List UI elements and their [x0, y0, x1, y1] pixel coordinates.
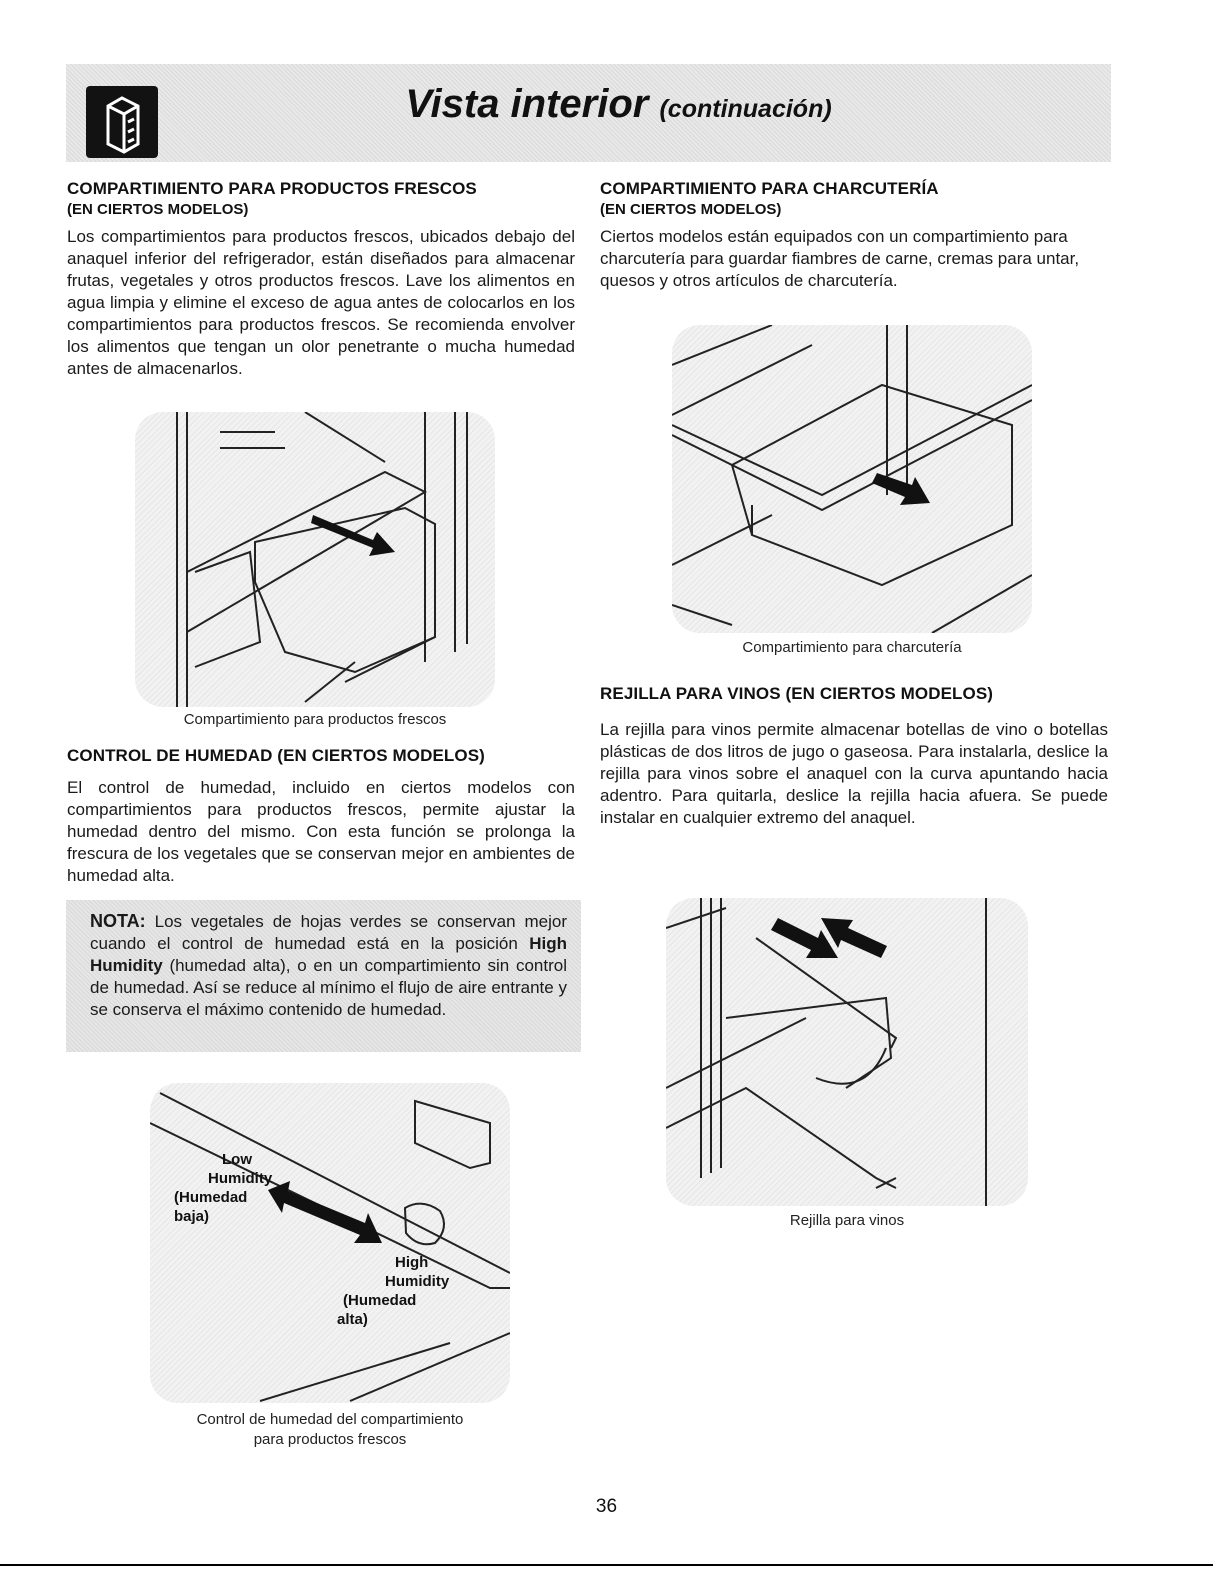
deli-body: Ciertos modelos están equipados con un compartimiento para charcutería para guardar fiambres de carne, cremas para untar, quesos y otros artículos de charcutería. — [600, 227, 1080, 290]
crisper-illustration — [135, 412, 495, 707]
note-text-1: Los vegetales de hojas verdes se conservan mejor cuando el control de humedad está en la posición — [90, 912, 567, 953]
wine-caption: Rejilla para vinos — [789, 1212, 905, 1229]
page-title — [66, 82, 1111, 127]
high-humidity-label: High Humidity (Humedad alta) — [337, 1254, 450, 1328]
humidity-section — [67, 745, 575, 887]
note-label: NOTA: — [90, 911, 146, 931]
fresh-caption: Compartimiento para productos frescos — [183, 711, 447, 728]
deli-drawer-illustration — [672, 325, 1032, 633]
fresh-subheading: (EN CIERTOS MODELOS) — [67, 201, 249, 218]
humidity-heading: CONTROL DE HUMEDAD (EN CIERTOS MODELOS) — [67, 746, 485, 765]
bottom-rule — [0, 1564, 1213, 1566]
fresh-section — [67, 178, 575, 380]
deli-caption: Compartimiento para charcutería — [742, 639, 962, 656]
deli-section — [600, 178, 1108, 292]
note-bold: High Humidity — [90, 934, 567, 975]
page-title-sub: (continuación) — [659, 95, 832, 123]
fresh-heading: COMPARTIMIENTO PARA PRODUCTOS FRESCOS — [67, 179, 477, 198]
humidity-caption: Control de humedad del compartimiento para productos frescos — [196, 1411, 464, 1448]
page-number: 36 — [595, 1496, 618, 1517]
fresh-body: Los compartimientos para productos frescos, ubicados debajo del anaquel inferior del refrigerador, están diseñados para almacenar frutas, vegetales y otros productos frescos. Lave los alimentos en agua limpia y elimine el exceso de agua antes de colocarlos en los compartimientos para productos frescos. Se recomienda envolver los alimentos que tengan un olor penetrante o mucha humedad antes de almacenarlos. — [67, 227, 575, 378]
deli-heading: COMPARTIMIENTO PARA CHARCUTERÍA — [600, 179, 939, 198]
wine-section — [600, 683, 1108, 829]
humidity-body: El control de humedad, incluido en ciertos modelos con compartimientos para productos frescos, permite ajustar la humedad dentro del mismo. Con esta función se prolonga la frescura de los vegetales que se conservan mejor en ambientes de humedad alta. — [67, 778, 575, 885]
humidity-control-illustration — [150, 1083, 510, 1403]
header-banner — [66, 64, 1111, 162]
note-text-2: (humedad alta), o en un compartimiento sin control de humedad. Así se reduce al mínimo el flujo de aire entrante y se conserva el máximo contenido de humedad. — [90, 956, 567, 1019]
wine-rack-illustration — [666, 898, 1028, 1206]
wine-heading: REJILLA PARA VINOS (EN CIERTOS MODELOS) — [600, 684, 994, 703]
deli-subheading: (EN CIERTOS MODELOS) — [600, 201, 782, 218]
wine-body: La rejilla para vinos permite almacenar botellas de vino o botellas plásticas de dos litros de jugo o gaseosa. Para instalarla, deslice la rejilla para vinos sobre el anaquel con la curva apuntando hacia adentro. Para quitarla, deslice la rejilla hacia afuera. Se puede instalar en cualquier extremo del anaquel. — [600, 720, 1108, 827]
page-title-main: Vista interior — [405, 82, 649, 126]
note-box — [66, 900, 581, 1052]
low-humidity-label: Low Humidity (Humedad baja) — [174, 1151, 273, 1225]
